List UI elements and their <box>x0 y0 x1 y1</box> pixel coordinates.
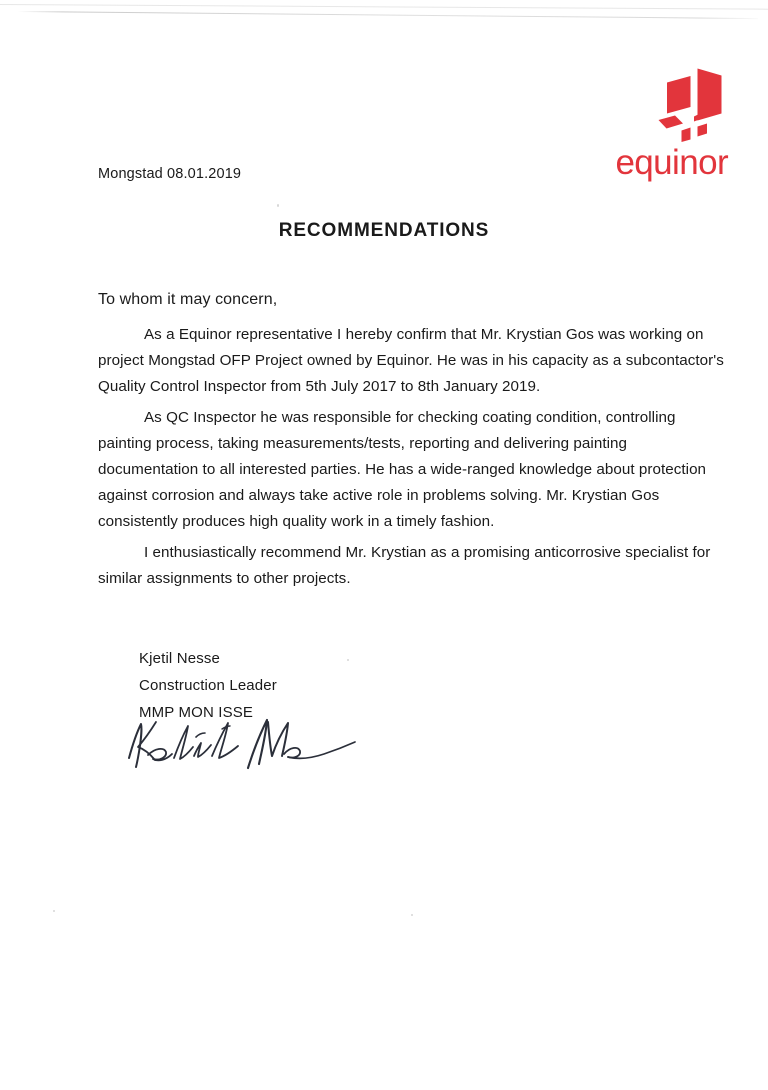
signer-name: Kjetil Nesse <box>139 650 220 667</box>
scan-edge-artifact-top <box>0 4 768 10</box>
scan-speckle <box>277 204 279 207</box>
signer-role: Construction Leader <box>139 677 277 694</box>
scan-edge-artifact <box>18 11 758 19</box>
equinor-logo <box>588 66 728 182</box>
body-paragraph: As a Equinor representative I hereby confirm that Mr. Krystian Gos was working on project Mongstad OFP Project owned by Equinor. He was in his capacity as a subcontactor's Quality Control Inspector from 5th July 2017 to 8th January 2019. <box>98 326 724 395</box>
signer-department: MMP MON ISSE <box>139 704 254 721</box>
document-title: RECOMMENDATIONS <box>278 220 490 241</box>
body-paragraph: I enthusiastically recommend Mr. Krystian as a promising anticorrosive specialist for similar assignments to other projects. <box>98 544 711 588</box>
scan-speckle <box>53 910 55 912</box>
scan-speckle <box>411 914 413 916</box>
equinor-wordmark: equinor <box>615 143 728 182</box>
document-body <box>98 322 726 598</box>
body-paragraph: As QC Inspector he was responsible for checking coating condition, controlling painting process, taking measurements/tests, reporting and delivering painting documentation to all interested parties. He has a wide-ranged knowledge about protection against corrosion and always take active role in problems solving. Mr. Krystian Gos consistently produces high quality work in a timely fashion. <box>98 409 707 530</box>
date-line: Mongstad 08.01.2019 <box>98 166 242 182</box>
equinor-star-mark-icon <box>650 66 728 142</box>
salutation: To whom it may concern, <box>98 291 278 308</box>
handwritten-signature <box>122 714 362 776</box>
